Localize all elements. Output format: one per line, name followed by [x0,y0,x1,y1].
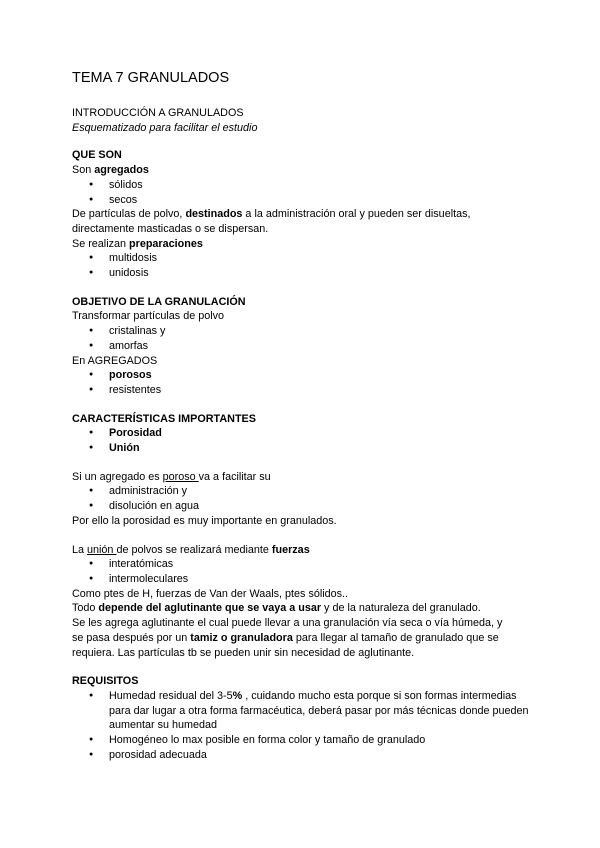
paragraph: Se realizan preparaciones [72,237,203,250]
section-heading-que-son: QUE SON [72,149,122,162]
paragraph: De partículas de polvo, destinados a la administración oral y pueden ser disueltas, [72,208,471,221]
paragraph: En AGREGADOS [72,354,158,367]
list-item: ● Unión [72,441,532,456]
paragraph: Se les agrega aglutinante el cual puede llevar a una granulación vía seca o vía húmeda, y [72,617,503,630]
bullet-list [72,324,532,353]
bullet-list [72,557,532,586]
bullet-list [72,368,532,397]
list-item: ● cristalinas y [72,324,532,339]
paragraph: Transformar partículas de polvo [72,310,225,323]
list-item: ● administración y [72,484,532,499]
list-item: ● resistentes [72,383,532,398]
list-item: ● disolución en agua [72,499,532,514]
list-item: ● secos [72,193,532,208]
document-title: TEMA 7 GRANULADOS [72,70,230,86]
intro-heading: INTRODUCCIÓN A GRANULADOS [72,107,244,119]
paragraph: directamente masticadas o se dispersan. [72,222,269,235]
section-heading-requisitos: REQUISITOS [72,675,139,688]
bullet-list [72,484,532,513]
paragraph: requiera. Las partículas tb se pueden unir sin necesidad de aglutinante. [72,646,415,659]
paragraph: Son agregados [72,164,149,177]
paragraph: Si un agregado es poroso va a facilitar su [72,470,271,483]
bullet-list [72,426,532,455]
paragraph: La unión de polvos se realizará mediante fuerzas [72,543,310,556]
list-item: ● amorfas [72,339,532,354]
list-item: ● Homogéneo lo max posible en forma color y tamaño de granulado [72,733,532,748]
list-item: ● porosidad adecuada [72,748,532,763]
section-heading-objetivo: OBJETIVO DE LA GRANULACIÓN [72,295,246,308]
paragraph: Por ello la porosidad es muy importante en granulados. [72,514,337,527]
document-page [72,70,532,762]
list-item: ● sólidos [72,178,532,193]
bullet-list [72,178,532,207]
bullet-list [72,251,532,280]
intro-subtitle: Esquematizado para facilitar el estudio [72,121,258,134]
list-item: ● intermoleculares [72,572,532,587]
list-item: ● multidosis [72,251,532,266]
bullet-list [72,689,532,763]
paragraph: Todo depende del aglutinante que se vaya a usar y de la naturaleza del granulado. [72,602,481,615]
paragraph: se pasa después por un tamiz o granuladora para llegar al tamaño de granulado que se [72,631,499,644]
list-item: ● unidosis [72,266,532,281]
section-heading-caracteristicas: CARACTERÍSTICAS IMPORTANTES [72,412,256,425]
list-item: ● interatómicas [72,557,532,572]
list-item: ● Humedad residual del 3-5% , cuidando mucho esta porque si son formas intermedias para dar lugar a otra forma farmacéutica, deberá pasar por más técnicas donde pueden aumentar su humedad [72,689,532,733]
paragraph: Como ptes de H, fuerzas de Van der Waals, ptes sólidos.. [72,587,349,600]
list-item: ● Porosidad [72,426,532,441]
list-item: ● porosos [72,368,532,383]
